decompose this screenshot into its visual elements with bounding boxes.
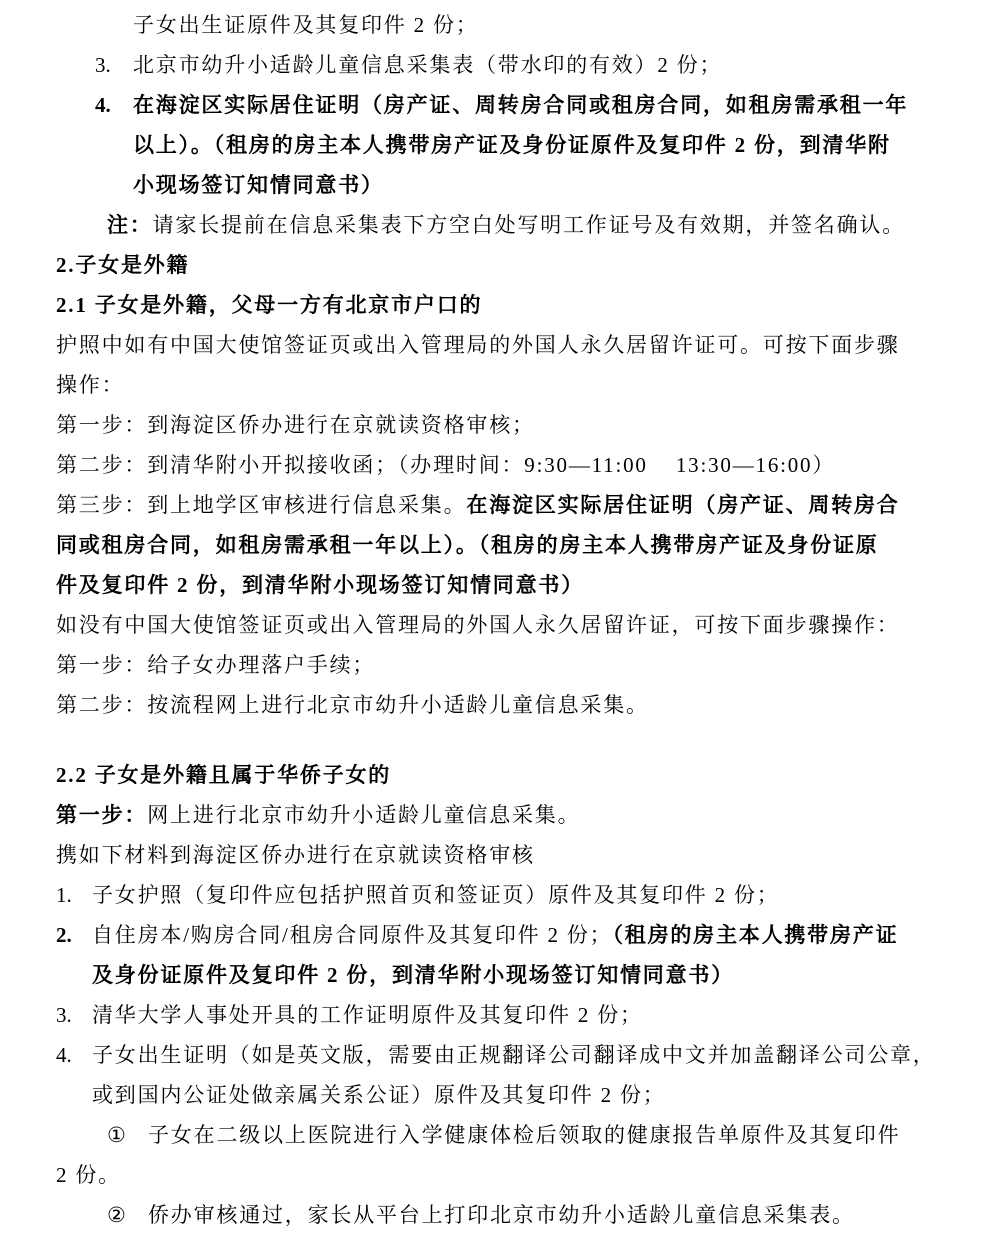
note-line — [56, 205, 992, 245]
paragraph-line — [56, 605, 992, 645]
text-run: 同或租房合同，如租房需承租一年以上）。（租房的房主本人携带房产证及身份证原 — [56, 533, 879, 557]
list-marker: 2. — [56, 923, 72, 947]
list-item — [56, 995, 992, 1035]
circled-item — [56, 1115, 992, 1155]
text-run: 2.子女是外籍 — [56, 253, 190, 277]
list-item-continuation — [56, 5, 992, 45]
text-run: 自住房本/购房合同/租房合同原件及其复印件 2 份； — [92, 923, 613, 947]
step-line — [56, 795, 992, 835]
text-run: 清华大学人事处开具的工作证明原件及其复印件 2 份； — [92, 1003, 643, 1027]
list-marker: ① — [107, 1123, 126, 1147]
text-run: 以上）。（租房的房主本人携带房产证及身份证原件及复印件 2 份，到清华附 — [133, 133, 891, 157]
list-item-continuation — [56, 165, 992, 205]
text-run: 小现场签订知情同意书） — [133, 173, 384, 197]
paragraph-line — [56, 835, 992, 875]
list-marker: 4. — [56, 1043, 72, 1067]
text-run: 第二步：按流程网上进行北京市幼升小适龄儿童信息采集。 — [56, 693, 649, 717]
text-run: 2 份。 — [56, 1163, 121, 1187]
text-run: 侨办审核通过，家长从平台上打印北京市幼升小适龄儿童信息采集表。 — [148, 1203, 855, 1227]
step-line — [56, 645, 992, 685]
paragraph-line — [56, 525, 992, 565]
list-marker: 1. — [56, 883, 72, 907]
list-item — [56, 915, 992, 955]
section-heading — [56, 245, 992, 285]
list-marker: 3. — [56, 1003, 72, 1027]
text-run: 在海淀区实际居住证明（房产证、周转房合 — [466, 493, 900, 517]
text-run: 北京市幼升小适龄儿童信息采集表（带水印的有效）2 份； — [133, 53, 723, 77]
list-marker: 3. — [95, 53, 111, 77]
text-run: 注： — [107, 213, 153, 237]
text-run: 件及复印件 2 份，到清华附小现场签订知情同意书） — [56, 573, 584, 597]
section-heading — [56, 755, 992, 795]
step-line — [56, 685, 992, 725]
text-run: 2.2 子女是外籍且属于华侨子女的 — [56, 763, 392, 787]
text-run: 第一步： — [56, 803, 148, 827]
list-item — [56, 45, 992, 85]
text-run: 或到国内公证处做亲属关系公证）原件及其复印件 2 份； — [92, 1083, 666, 1107]
text-run: 子女出生证原件及其复印件 2 份； — [133, 13, 479, 37]
list-item-continuation — [56, 955, 992, 995]
paragraph-line — [56, 365, 992, 405]
list-item-continuation — [56, 125, 992, 165]
text-run: 子女出生证明（如是英文版，需要由正规翻译公司翻译成中文并加盖翻译公司公章， — [92, 1043, 936, 1067]
text-run: 第二步：到清华附小开拟接收函；（办理时间：9:30—11:00 13:30—16:00） — [56, 453, 836, 477]
text-run: 如没有中国大使馆签证页或出入管理局的外国人永久居留许证，可按下面步骤操作： — [56, 613, 900, 637]
text-run: 第三步：到上地学区审核进行信息采集。 — [56, 493, 467, 517]
paragraph-line — [56, 325, 992, 365]
paragraph-line — [56, 1155, 992, 1195]
text-run: 子女在二级以上医院进行入学健康体检后领取的健康报告单原件及其复印件 — [148, 1123, 901, 1147]
list-marker: ② — [107, 1203, 126, 1227]
list-item — [56, 85, 992, 125]
list-item — [56, 875, 992, 915]
list-item-continuation — [56, 1075, 992, 1115]
text-run: 护照中如有中国大使馆签证页或出入管理局的外国人永久居留许证可。可按下面步骤 — [56, 333, 900, 357]
list-item — [56, 1035, 992, 1075]
step-line — [56, 405, 992, 445]
step-line — [56, 445, 992, 485]
step-line — [56, 485, 992, 525]
text-run: 在海淀区实际居住证明（房产证、周转房合同或租房合同，如租房需承租一年 — [133, 93, 909, 117]
text-run: 子女护照（复印件应包括护照首页和签证页）原件及其复印件 2 份； — [92, 883, 780, 907]
text-run: 及身份证原件及复印件 2 份，到清华附小现场签订知情同意书） — [92, 963, 734, 987]
blank-line — [56, 725, 992, 755]
paragraph-line — [56, 565, 992, 605]
text-run: （租房的房主本人携带房产证 — [612, 923, 899, 947]
text-run: 第一步：到海淀区侨办进行在京就读资格审核； — [56, 413, 535, 437]
circled-item — [56, 1195, 992, 1235]
text-run: 2.1 子女是外籍，父母一方有北京市户口的 — [56, 293, 483, 317]
list-marker: 4. — [95, 93, 111, 117]
text-run: 携如下材料到海淀区侨办进行在京就读资格审核 — [56, 843, 535, 867]
text-run: 网上进行北京市幼升小适龄儿童信息采集。 — [147, 803, 581, 827]
section-heading — [56, 285, 992, 325]
text-run: 请家长提前在信息采集表下方空白处写明工作证号及有效期，并签名确认。 — [152, 213, 906, 237]
text-run: 第一步：给子女办理落户手续； — [56, 653, 376, 677]
text-run: 操作： — [56, 373, 125, 397]
